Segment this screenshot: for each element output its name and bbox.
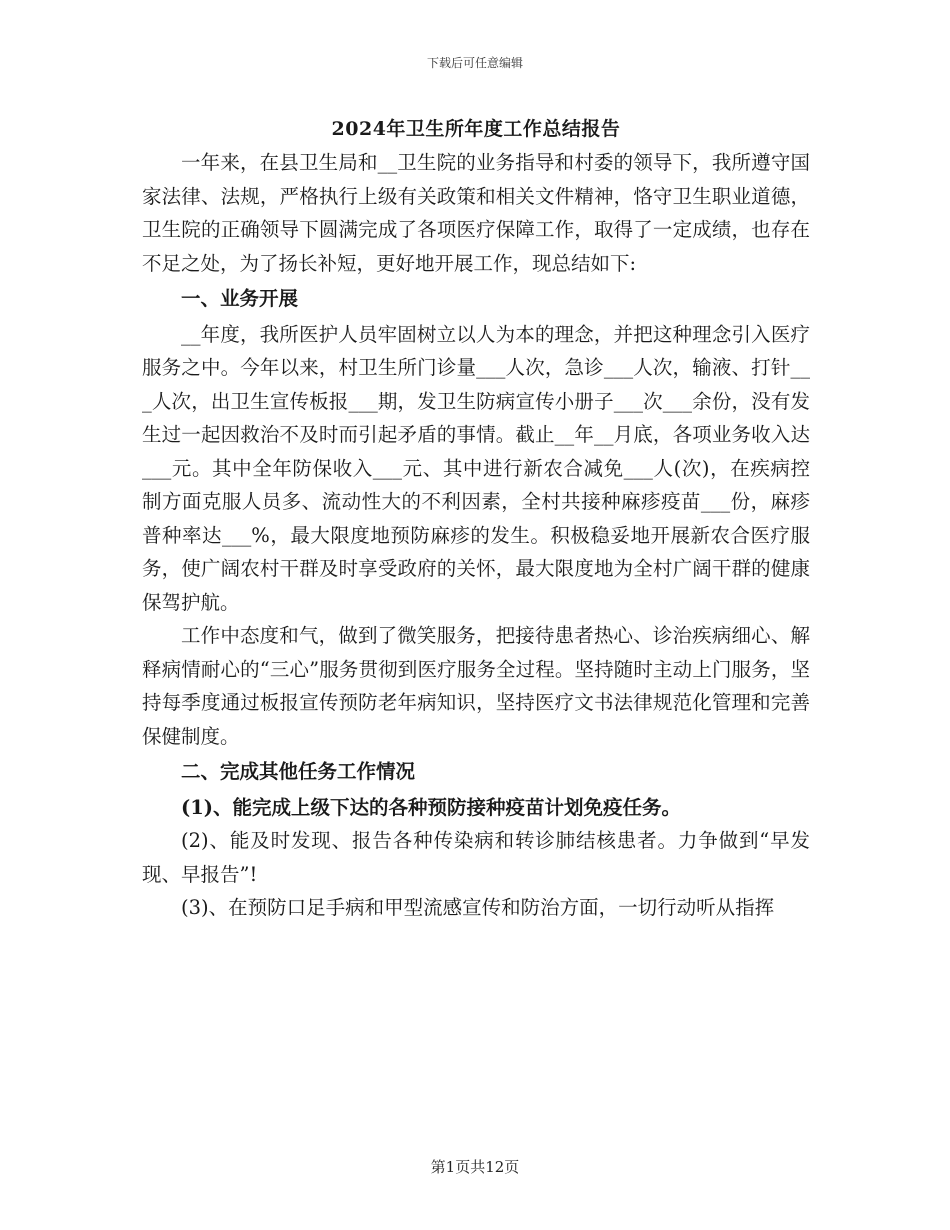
intro-paragraph: 一年来，在县卫生局和__卫生院的业务指导和村委的领导下，我所遵守国家法律、法规，严格执行上级有关政策和相关文件精神，恪守卫生职业道德，卫生院的正确领导下圆满完成了各项医疗保障工作，取得了一定成绩，也存在不足之处，为了扬长补短，更好地开展工作，现总结如下: bbox=[142, 151, 810, 275]
document-title: 2024年卫生所年度工作总结报告 bbox=[331, 118, 621, 140]
task-item-2: (2)、能及时发现、报告各种传染病和转诊肺结核患者。力争做到“早发现、早报告”! bbox=[142, 829, 810, 886]
task-item-1: (1)、能完成上级下达的各种预防接种疫苗计划免疫任务。 bbox=[181, 795, 682, 819]
task-item-3: (3)、在预防口足手病和甲型流感宣传和防治方面，一切行动听从指挥 bbox=[181, 896, 775, 919]
header-note: 下载后可任意编辑 bbox=[426, 56, 523, 70]
business-paragraph: __年度，我所医护人员牢固树立以人为本的理念，并把这种理念引入医疗服务之中。今年以来，村卫生所门诊量___人次，急诊___人次，输液、打针___人次，出卫生宣传板报___期，发卫生防病宣传小册子___次___余份，没有发生过一起因救治不及时而引起矛盾的事情。截止__年__月底，各项业务收入达___元。其中全年防保收入___元、其中进行新农合减免___人(次)，在疾病控制方面克服人员多、流动性大的不利因素，全村共接种麻疹疫苗___份，麻疹普种率达___%，最大限度地预防麻疹的发生。积极稳妥地开展新农合医疗服务，使广阔农村干群及时享受政府的关怀，最大限度地为全村广阔干群的健康保驾护航。 bbox=[142, 322, 810, 614]
section-heading-other-tasks: 二、完成其他任务工作情况 bbox=[181, 760, 416, 783]
section-heading-business: 一、业务开展 bbox=[181, 287, 299, 310]
page-indicator: 第1页共12页 bbox=[430, 1158, 520, 1176]
document-body bbox=[142, 112, 810, 925]
service-attitude-paragraph: 工作中态度和气，做到了微笑服务，把接待患者热心、诊治疾病细心、解释病情耐心的“三心”服务贯彻到医疗服务全过程。坚持随时主动上门服务，坚持每季度通过板报宣传预防老年病知识，坚持医疗文书法律规范化管理和完善保健制度。 bbox=[142, 624, 810, 748]
